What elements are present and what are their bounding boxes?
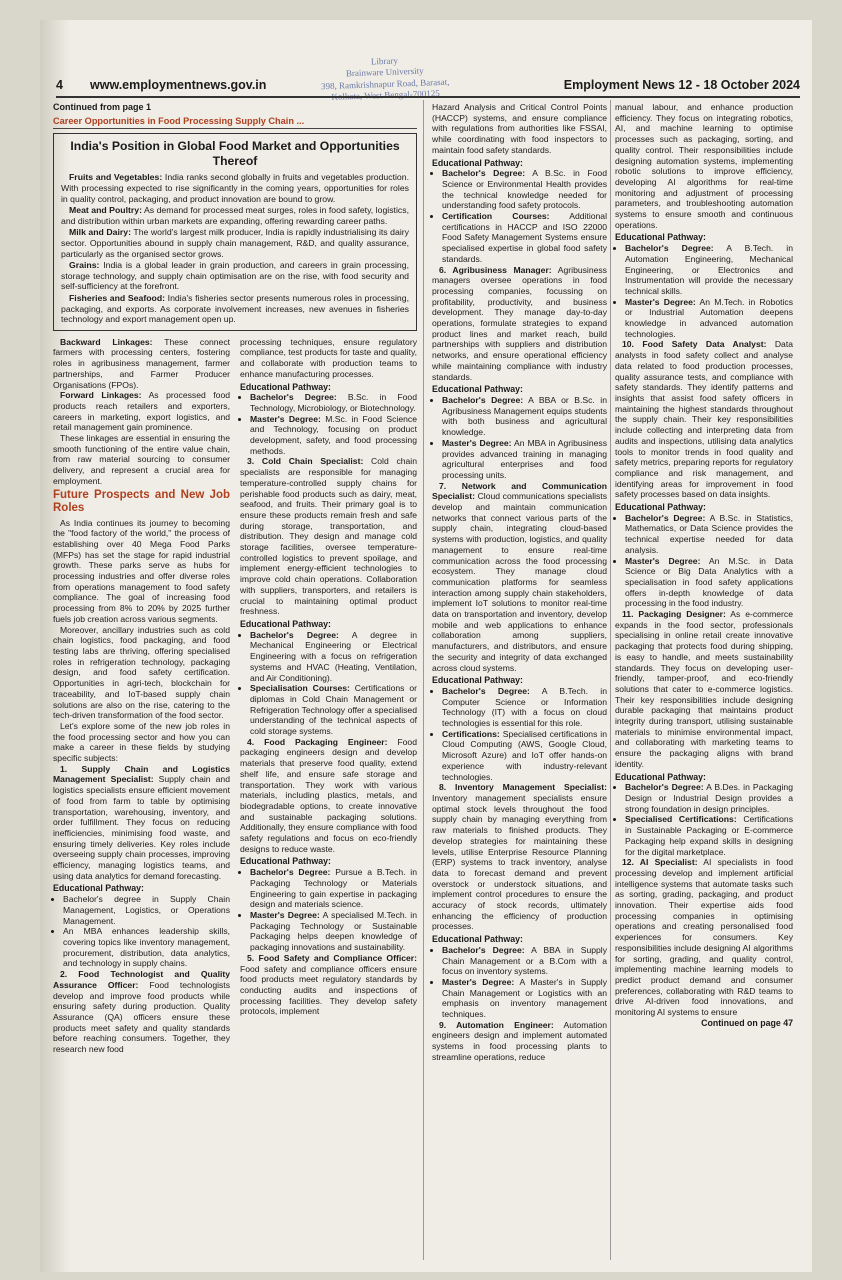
item-text: A B.Tech. in Automation Engineering, Mechanical Engineering, or Electronics and Instrumentation will provide the necessary technical skills.	[625, 243, 793, 296]
para	[240, 456, 417, 617]
role-text: Agribusiness managers oversee operations in food processing companies, focussing on profitability, productivity, and business development. They manage day-to-day operations, formulate strategies to expand product lines and market reach, build partnerships with suppliers and distribution networks, and ensure operational efficiency while maintaining compliance with industry standards.	[432, 264, 607, 382]
pathway-heading: Educational Pathway:	[615, 232, 706, 243]
box-label: Fruits and Vegetables:	[69, 172, 163, 183]
para-label: Backward Linkages:	[60, 336, 153, 347]
box-text: India ranks second globally in fruits and vegetables production. With processing expected to rise significantly in the coming years, opportunities for roles in quality control, packaging, and product innovation are bound to grow.	[61, 172, 409, 204]
item-text: A BBA in Supply Chain Management or a B.Com with a focus on inventory systems.	[442, 944, 607, 977]
pathway-item	[250, 683, 417, 737]
item-label: Bachelor's Degree:	[442, 168, 526, 179]
box-para	[61, 227, 409, 259]
para-text: As processed food products reach retailers and exporters, careers in marketing, export logistics, and retail management gain prominence.	[53, 390, 230, 433]
para	[432, 782, 607, 932]
role-text: Inventory management specialists ensure optimal stock levels throughout the food supply chain by managing everything from raw materials to finished products. They develop strategies for maintaining these levels, utilise Enterprise Resource Planning (ERP) systems to track inventory, analyse data to forecast demand and prevent overstock or understock situations, and implement control procedures to ensure the accuracy of stock records, ultimately enhancing the efficiency of production processes.	[432, 793, 607, 932]
info-box	[53, 133, 417, 330]
pathway-list	[615, 513, 793, 609]
newspaper-page	[40, 20, 812, 1272]
role-heading: 2. Food Technologist and Quality Assurance Officer:	[53, 969, 230, 990]
subcolumn-a	[53, 337, 230, 1055]
para	[615, 339, 793, 500]
page-header	[56, 78, 800, 98]
role-text: Food safety and compliance officers ensure food products meet regulatory standards by conducting audits and inspections of processing facilities. They develop safety protocols, implement	[240, 963, 417, 1017]
para	[240, 737, 417, 855]
box-label: Grains:	[69, 260, 100, 271]
box-para	[61, 172, 409, 204]
item-label: Master's Degree:	[442, 976, 515, 987]
pathway-heading: Educational Pathway:	[240, 619, 331, 629]
stamp-line: Kolkata, West Bengal-700125	[331, 87, 440, 102]
role-heading: 10. Food Safety Data Analyst:	[622, 339, 767, 350]
pathway-list	[432, 168, 607, 264]
para: As India continues its journey to becoming the "food factory of the world," the process of establishing over 40 Mega Food Parks (MFPs) has set the stage for rapid industrial growth. These parks serve as hubs for processing industries and offer diverse roles from operations management to food safety compliance. The goal of increasing food processing from 8% to 20% by 2025 further fuels job creation across various segments.	[53, 517, 230, 624]
role-text: Data analysts in food safety collect and analyse data related to food production processes, quality assurance tests, and compliance with safety standards. They identify patterns and insights that assist food safety officers in maintaining the highest standards throughout the supply chain. Their key responsibilities include collecting and interpreting data from audits and inspections, utilising data analytics tools to monitor trends in food quality and safety metrics, preparing reports for regulatory compliance and risk management, and identifying areas for improvement in food safety processes based on data insights.	[615, 339, 793, 500]
pathway-item	[442, 945, 607, 977]
item-text: A B.Sc. in Statistics, Mathematics, or Data Science provides the technical expertise needed for data analysis.	[625, 512, 793, 555]
left-column	[53, 102, 417, 1055]
pathway-list	[432, 945, 607, 1020]
item-label: Bachelor's Degree:	[442, 944, 525, 955]
stamp-line: Library	[370, 55, 399, 67]
item-text: A Master's in Supply Chain Management or Logistics with an emphasis on inventory management techniques.	[442, 976, 607, 1020]
middle-column	[432, 102, 607, 1063]
pathway-item	[250, 630, 417, 684]
box-text: India's fisheries sector presents numerous roles in processing, packaging, and exports. As corporate involvement increases, new avenues in fisheries technology and export management open up.	[61, 292, 409, 325]
role-heading: 7. Network and Communication Specialist:	[432, 480, 607, 502]
item-text: Additional certifications in HACCP and ISO 22000 Food Safety Management Systems ensure specialised expertise in global food safety standards.	[442, 211, 607, 264]
continued-on: Continued on page 47	[701, 1017, 793, 1028]
para	[432, 265, 607, 383]
role-text: Cold chain specialists are responsible for managing temperature-controlled supply chains for perishable food products such as dairy, meat, seafood, and fruits. Their primary goal is to ensure these products remain fresh and safe during storage, transportation, and distribution. They design and manage cold storage facilities, oversee temperature-controlled logistics to prevent spoilage, and implement energy-efficient technologies to improve cold chain operations. Collaboration with suppliers, transporters, and retailers is crucial to maintaining optimal product freshness.	[240, 456, 417, 617]
item-label: Bachelor's Degree:	[250, 392, 337, 403]
pathway-list	[432, 686, 607, 782]
role-heading: 11. Packaging Designer:	[622, 609, 726, 620]
para	[53, 764, 230, 882]
item-label: Specialisation Courses:	[250, 683, 350, 694]
role-heading: 9. Automation Engineer:	[439, 1019, 554, 1030]
role-heading: 6. Agribusiness Manager:	[439, 264, 552, 275]
pathway-item	[625, 556, 793, 610]
para: Let's explore some of the new job roles in the food processing sector and how you can make a career in these fields by studying specific subjects:	[53, 720, 230, 764]
item-text: A B.Tech. in Computer Science or Information Technology (IT) with a focus on cloud technologies is essential for this role.	[442, 685, 607, 729]
item-text: A B.Des. in Packaging Design or Industrial Design provides a strong foundation in design principles.	[625, 782, 793, 814]
role-heading: 1. Supply Chain and Logistics Management Specialist:	[53, 763, 230, 785]
subcolumn-b	[240, 337, 417, 1055]
item-label: Master's Degree:	[250, 909, 320, 920]
section-heading: Future Prospects and New Job Roles	[53, 488, 230, 514]
pathway-item	[442, 977, 607, 1020]
pathway-heading: Educational Pathway:	[615, 771, 706, 782]
pathway-list	[240, 867, 417, 953]
item-text: A BBA or B.Sc. in Agribusiness Management equips students with both business and agricultural knowledge.	[442, 394, 607, 438]
item-label: Specialised Certifications:	[625, 814, 737, 825]
item-label: Certifications:	[442, 728, 500, 739]
item-label: Bachelor's Degree:	[625, 243, 714, 254]
item-label: Bachelor's Degree:	[250, 629, 339, 640]
para: Hazard Analysis and Critical Control Points (HACCP) systems, and ensure compliance with regulations from authorities like FSSAI, while coordinating with food inspectors to maintain food safety standards.	[432, 102, 607, 155]
pathway-list	[53, 894, 230, 969]
column-rule	[423, 100, 424, 1260]
item-text: B.Sc. in Food Technology, Microbiology, or Biotechnology.	[250, 392, 417, 413]
pathway-item	[625, 243, 793, 297]
pathway-list	[240, 630, 417, 737]
page-number: 4	[56, 78, 63, 92]
edition-title: Employment News 12 - 18 October 2024	[563, 78, 800, 92]
pathway-item	[250, 392, 417, 413]
left-subcolumns	[53, 337, 417, 1055]
role-text: AI specialists in food processing develop and implement artificial intelligence systems that automate tasks such as sorting, grading, packaging, and product innovation. Their expertise aids food processing companies in optimising operations and creating personalised food experiences for consumers. Key responsibilities include designing AI algorithms for sorting, grading, and quality control, implementing machine learning models to predict product demand and consumer preferences, collaborating with R&D teams to drive AI-driven food innovations, and monitoring AI systems to ensure	[615, 857, 793, 1018]
role-heading: 12. AI Specialist:	[622, 857, 698, 868]
box-text: India is a global leader in grain production, and careers in grain processing, storage technology, and supply chain optimisation are on the rise, with food security and self-sufficiency at the forefront.	[61, 260, 409, 292]
item-text: M.Sc. in Food Science and Technology, focusing on product development, safety, and food processing methods.	[250, 413, 417, 456]
role-heading: 4. Food Packaging Engineer:	[247, 736, 388, 747]
role-text: Supply chain and logistics specialists ensure efficient movement of food from farm to table by optimising transportation, warehousing, inventory, and order fulfillment. They focus on reducing inefficiencies, minimising food waste, and ensuring timely deliveries. Key roles include overseeing supply chain processes, improving efficiency, managing logistics teams, and using data analytics for demand forecasting.	[53, 774, 230, 881]
item-label: Bachelor's Degree:	[442, 685, 530, 696]
pathway-heading: Educational Pathway:	[432, 157, 523, 168]
pathway-heading: Educational Pathway:	[615, 502, 706, 513]
pathway-heading: Educational Pathway:	[240, 856, 331, 867]
box-para	[61, 205, 409, 226]
para	[615, 609, 793, 770]
pathway-item: • An MBA enhances leadership skills, covering topics like inventory management, procurement, distribution, data analytics, and technology in supply chains.	[63, 926, 230, 969]
para: These linkages are essential in ensuring the smooth functioning of the entire value chain, from raw material sourcing to consumer delivery, and represent a crucial area for employment.	[53, 433, 230, 486]
pathway-item	[625, 782, 793, 814]
item-text: Specialised certifications in Cloud Computing (AWS, Google Cloud, Microsoft Azure) and IoT offer hands-on experience with industry-relevant technologies.	[442, 728, 607, 782]
continued-from: Continued from page 1	[53, 102, 152, 112]
item-label: Master's Degree:	[625, 555, 701, 566]
box-label: Fisheries and Seafood:	[69, 292, 166, 303]
role-heading: 5. Food Safety and Compliance Officer:	[247, 952, 417, 963]
item-text: Certifications or diplomas in Cold Chain Management or Refrigeration Technology offer a specialised understanding of the technical aspects of cold storage systems.	[250, 683, 417, 737]
item-label: Bachelor's Degree:	[625, 512, 706, 523]
box-title: India's Position in Global Food Market and Opportunities Thereof	[70, 139, 400, 169]
para: processing techniques, ensure regulatory compliance, test products for taste and quality, and collaborate with production teams to enhance manufacturing processes.	[240, 336, 417, 379]
para	[432, 481, 607, 674]
role-heading: 3. Cold Chain Specialist:	[247, 456, 364, 467]
item-text: An M.Tech. in Robotics or Industrial Automation deepens knowledge in advanced automation technologies.	[625, 296, 793, 339]
item-label: Master's Degree:	[442, 437, 512, 448]
pathway-heading: Educational Pathway:	[432, 384, 523, 395]
para: manual labour, and enhance production efficiency. They focus on integrating robotics, AI, and machine learning to optimise processes such as packaging, sorting, and quality control. Their responsibilities include designing automation systems, implementing robotic solutions to improve efficiency, developing AI algorithms for real-time monitoring and adjustment of processing parameters, and troubleshooting automation systems to ensure smooth and continuous operations.	[615, 102, 793, 230]
box-text: The world's largest milk producer, India is rapidly industrialising its dairy sector. Opportunities abound in supply chain management, R&D, and quality assurance, particularly as the organised sector grows.	[61, 227, 410, 259]
role-text: Automation engineers design and implement automated systems in food processing plants to streamline operations, reduce	[432, 1019, 607, 1062]
pathway-list	[432, 395, 607, 481]
para	[615, 857, 793, 1018]
right-column	[615, 102, 793, 1028]
item-label: Certification Courses:	[442, 211, 550, 222]
pathway-item	[625, 513, 793, 556]
para	[432, 1020, 607, 1063]
box-text: As demand for processed meat surges, roles in food safety, logistics, and distribution within urban markets are expanding, offering rewarding career paths.	[61, 205, 409, 226]
para	[240, 953, 417, 1017]
pathway-heading: Educational Pathway:	[53, 883, 144, 894]
column-rule	[610, 100, 611, 1260]
item-label: Master's Degree:	[625, 296, 696, 307]
pathway-list	[615, 243, 793, 339]
para: Moreover, ancillary industries such as cold chain logistics, food packaging, and food testing labs are thriving, offering specialised roles in refrigeration technology, packaging design, and food safety certification. Opportunities in agri-tech, blockchain for traceability, and IoT-based supply chain solutions are also on the rise, catering to the tech-driven transformation of the food sector.	[53, 624, 230, 721]
pathway-item	[442, 686, 607, 729]
pathway-item: • Bachelor's degree in Supply Chain Management, Logistics, or Operations Management.	[63, 894, 230, 926]
para	[53, 969, 230, 1055]
item-label: Bachelor's Degree:	[250, 867, 331, 878]
pathway-item	[442, 729, 607, 783]
item-text: A specialised M.Tech. in Packaging Technology or Sustainable Packaging helps deepen knowledge of packaging innovations and sustainability.	[250, 909, 417, 953]
para	[53, 337, 230, 391]
pathway-heading: Educational Pathway:	[240, 381, 331, 392]
article-title: Career Opportunities in Food Processing Supply Chain ...	[53, 116, 417, 130]
pathway-item	[625, 814, 793, 857]
item-text: Certifications in Sustainable Packaging or E-commerce Packaging help expand skills in designing for the digital marketplace.	[625, 814, 793, 857]
stamp-line: Brainware University	[345, 65, 424, 79]
pathway-item	[250, 910, 417, 953]
pathway-heading: Educational Pathway:	[432, 675, 523, 686]
item-label: Bachelor's Degree:	[442, 394, 524, 405]
box-label: Milk and Dairy:	[69, 227, 132, 238]
item-text: A B.Sc. in Food Science or Environmental Health provides the technical knowledge needed for understanding food safety protocols.	[442, 168, 607, 211]
site-url[interactable]: www.employmentnews.gov.in	[90, 78, 267, 92]
role-text: Cloud communications specialists develop and maintain communication networks that connect various parts of the supply chain, integrating cloud-based systems with production, logistics, and quality management to ensure real-time communication across the food processing ecosystem. They manage cloud communication platforms for seamless interaction among supply chain stakeholders, implement IoT solutions to monitor real-time data on transportation and inventory, develop mobile and web applications to enhance collaboration among suppliers, manufacturers, and distributors, and ensure the security and integrity of data exchanged across cloud systems.	[432, 491, 607, 673]
pathway-heading: Educational Pathway:	[432, 934, 523, 945]
item-text: An M.Sc. in Data Science or Big Data Analytics with a specialisation in food safety applications offers in-depth knowledge of data processing in the food industry.	[625, 555, 793, 609]
item-label: Master's Degree:	[250, 413, 321, 424]
box-label: Meat and Poultry:	[69, 205, 142, 216]
stamp-line: 398, Ramkrishnapur Road, Barasat,	[320, 76, 450, 91]
pathway-list	[615, 782, 793, 857]
role-text: Food packaging engineers design and develop materials that preserve food quality, extend shelf life, and ensure safe storage and transportation. They work with various materials, including plastics, metals, and biodegradable options, to create innovative and sustainable packaging solutions. Additionally, they ensure compliance with food safety regulations and focus on eco-friendly designs to reduce waste.	[240, 736, 417, 854]
pathway-item	[442, 438, 607, 481]
item-text: An MBA in Agribusiness provides advanced training in managing agricultural enterprises and food processing units.	[442, 437, 607, 480]
pathway-item	[442, 168, 607, 211]
item-text: A degree in Mechanical Engineering or Electrical Engineering with a focus on refrigeration systems and HVAC (Heating, Ventilation, and Air Conditioning).	[250, 629, 417, 683]
role-heading: 8. Inventory Management Specialist:	[439, 782, 607, 793]
pathway-item	[250, 867, 417, 910]
item-label: Bachelor's Degree:	[625, 782, 704, 793]
pathway-item	[625, 297, 793, 340]
item-text: Pursue a B.Tech. in Packaging Technology or Materials Engineering to gain expertise in packaging design and materials science.	[250, 867, 417, 910]
para-label: Forward Linkages:	[60, 390, 142, 401]
pathway-item	[442, 395, 607, 438]
pathway-item	[442, 211, 607, 265]
para-text: These connect farmers with processing centers, fostering roles in agribusiness management, farmer partnerships, and Farmer Producer Organisations (FPOs).	[53, 336, 231, 390]
role-text: Food technologists develop and improve food products while ensuring safety during production. Quality Assurance (QA) officers ensure these products meet safety and quality standards before reaching consumers. Together, they research new food	[53, 979, 230, 1055]
pathway-item	[250, 414, 417, 457]
pathway-list	[240, 392, 417, 456]
box-para	[61, 293, 409, 325]
role-text: As e-commerce expands in the food sector, professionals specialising in online retail create innovative packaging that protects food during shipping, is easy to handle, and meets sustainability standards. They focus on developing user-friendly, tamper-proof, and eco-friendly solutions that cater to e-commerce logistics. Their key responsibilities include designing durable packaging that maintains product integrity during transport, utilising sustainable materials to minimise environmental impact, and collaborating with marketing teams to ensure the packaging aligns with brand identity.	[615, 609, 793, 769]
para	[53, 390, 230, 433]
box-para	[61, 260, 409, 292]
